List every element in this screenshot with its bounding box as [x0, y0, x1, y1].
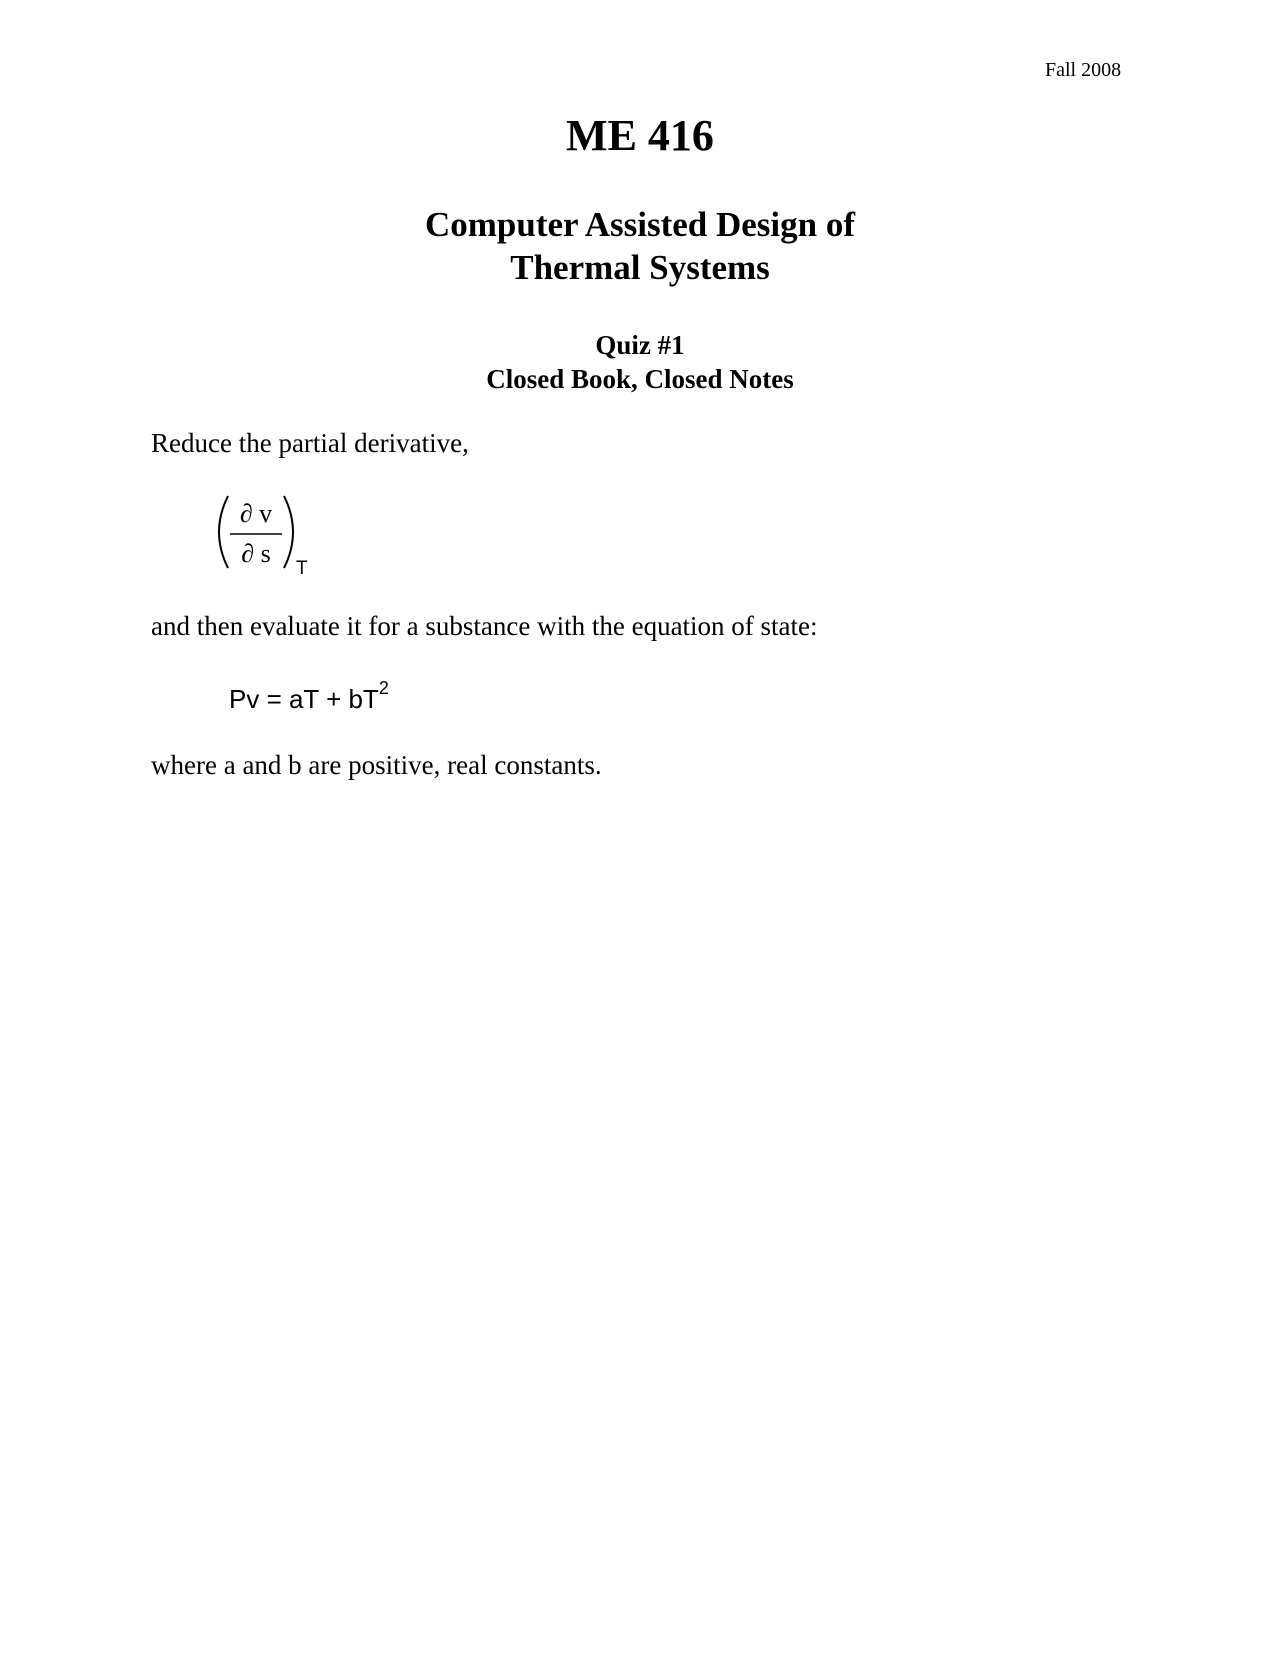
- evaluate-text: and then evaluate it for a substance with the equation of state:: [151, 611, 818, 641]
- derivative-denominator: ∂ s: [241, 539, 271, 568]
- quiz-number: Quiz #1: [595, 330, 685, 360]
- derivative-numerator: ∂ v: [239, 499, 273, 528]
- equation-of-state: [229, 678, 389, 715]
- semester-label: Fall 2008: [1045, 59, 1122, 81]
- course-title-line1: Computer Assisted Design of: [424, 205, 856, 244]
- quiz-rules: Closed Book, Closed Notes: [486, 364, 794, 394]
- left-parenthesis: [219, 496, 228, 568]
- constants-text: where a and b are positive, real constants.: [151, 750, 602, 780]
- equation-exponent: 2: [378, 678, 389, 698]
- quiz-heading: [0, 328, 1280, 396]
- right-parenthesis: [284, 496, 293, 568]
- course-title-line2: Thermal Systems: [510, 248, 770, 287]
- course-code: ME 416: [566, 111, 714, 160]
- derivative-subscript: T: [296, 558, 308, 579]
- course-title: [0, 203, 1280, 289]
- instruction-text: Reduce the partial derivative,: [151, 428, 469, 458]
- equation-main: Pv = aT + bT: [229, 684, 379, 714]
- partial-derivative-expression: [210, 492, 320, 582]
